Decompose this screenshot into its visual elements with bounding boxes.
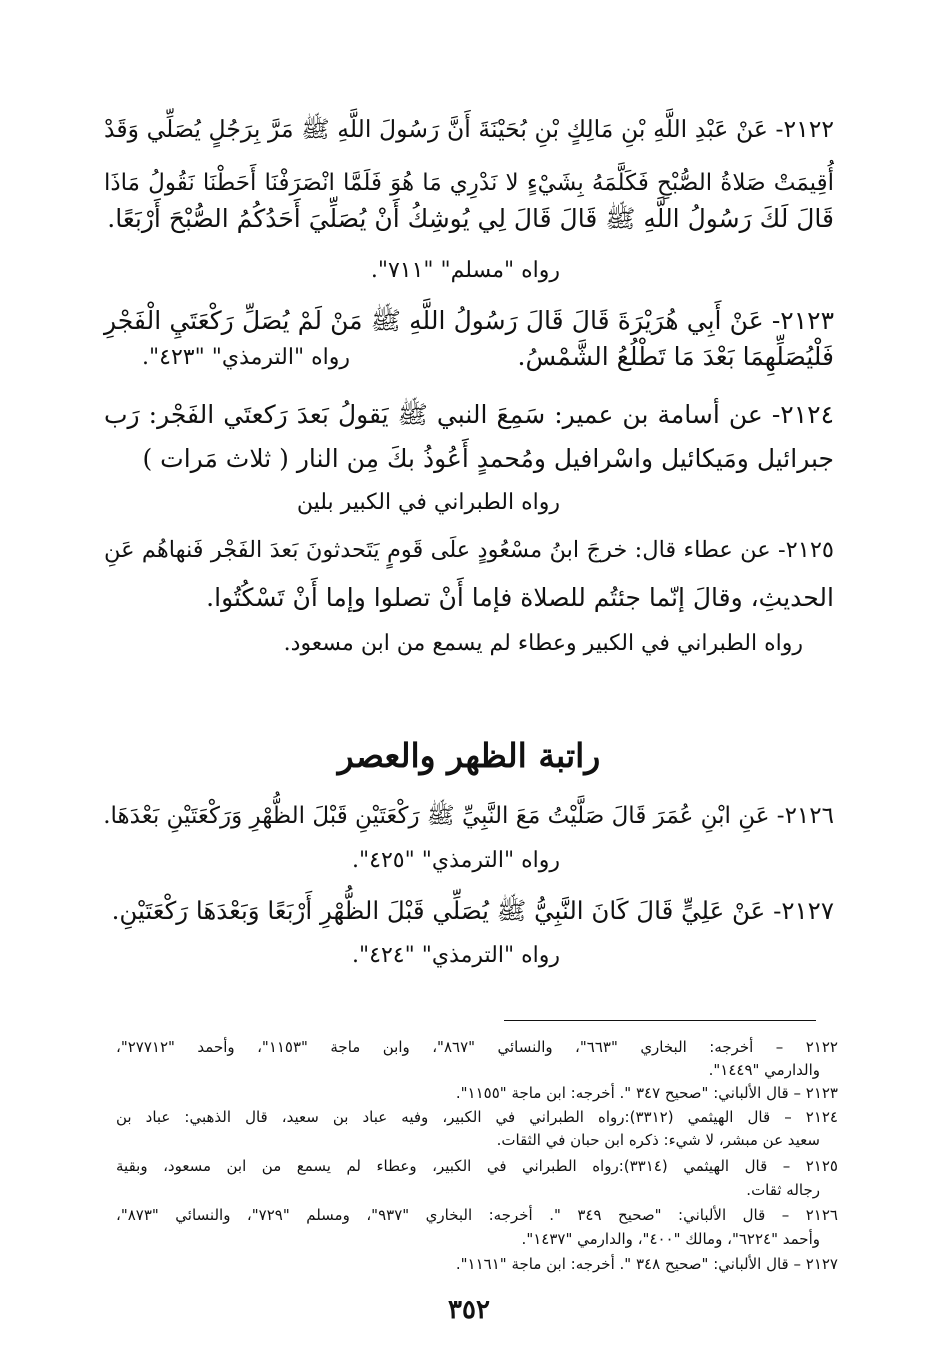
hadith-2126-line-1: ٢١٢٦- عَنِ ابْنِ عُمَرَ قَالَ صَلَّيْتُ مَعَ النَّبِيِّ ﷺ رَكْعَتَيْنِ قَبْلَ الظُّهْرِ وَرَكْعَتَيْنِ بَعْدَهَا. bbox=[103, 803, 834, 829]
footnote-separator bbox=[504, 1020, 816, 1021]
footnote-2123: ٢١٢٣ – قال الألباني: "صحيح ٣٤٧ ". أخرجه: ابن ماجة "١١٥٥". bbox=[455, 1084, 838, 1102]
hadith-2126-source: رواه "الترمذي" "٤٢٥". bbox=[352, 848, 560, 873]
hadith-2124-line-1: ٢١٢٤- عن أسامة بن عمير: سَمِعَ النبي ﷺ يَقولُ بَعدَ رَكعتَي الفَجْر: رَب bbox=[104, 400, 834, 429]
footnote-2127: ٢١٢٧ – قال الألباني: "صحيح ٣٤٨ ". أخرجه: ابن ماجة "١١٦١". bbox=[455, 1255, 838, 1273]
footnote-2125-line-1: ٢١٢٥ – قال الهيثمي (٣٣١٤):رواه الطبراني في الكبير، وعطاء لم يسمع من ابن مسعود، وبقية bbox=[116, 1157, 838, 1175]
footnote-2125-line-2: رجاله ثقات. bbox=[746, 1181, 820, 1199]
hadith-2122-line-2: أُقِيمَتْ صَلاةُ الصُّبْحِ فَكَلَّمَهُ بِشَيْءٍ لا نَدْرِي مَا هُوَ فَلَمَّا انْصَرَفْنَا أَحَطْنَا نَقُولُ مَاذَا bbox=[104, 170, 834, 196]
hadith-2122-source: رواه "مسلم" "٧١١". bbox=[370, 258, 560, 283]
hadith-2123-line-1: ٢١٢٣- عَنْ أَبِي هُرَيْرَةَ قَالَ قَالَ رَسُولُ اللَّهِ ﷺ مَنْ لَمْ يُصَلِّ رَكْعَتَيِ الْفَجْرِ bbox=[104, 306, 834, 335]
hadith-2122-line-3: قَالَ لَكَ رَسُولُ اللَّهِ ﷺ قَالَ قَالَ لِي يُوشِكُ أَنْ يُصَلِّيَ أَحَدُكُمُ الصُّبْحَ أَرْبَعًا. bbox=[107, 204, 834, 233]
hadith-2123-line-2: فَلْيُصَلِّهِمَا بَعْدَ مَا تَطْلُعُ الشَّمْسُ. bbox=[517, 342, 834, 371]
hadith-2125-line-1: ٢١٢٥- عن عطاء قال: خرجَ ابنُ مسْعُودٍ علَى قَومٍ يَتَحدثونَ بَعدَ الفَجْر فَنهاهُم عَنِ bbox=[104, 537, 834, 563]
page-number: ٣٥٢ bbox=[448, 1295, 490, 1325]
footnote-2124-line-1: ٢١٢٤ – قال الهيثمي (٣٣١٢):رواه الطبراني في الكبير، وفيه عباد بن سعيد، قال الذهبي: عباد بن bbox=[116, 1108, 838, 1126]
hadith-2123-source: رواه "الترمذي" "٤٢٣". bbox=[142, 345, 350, 370]
footnote-2126-line-2: وأحمد "٦٢٢٤"، ومالك "٤٠٠"، والدارمي "١٤٣٧". bbox=[521, 1230, 820, 1248]
footnote-2122-line-2: والدارمي "١٤٤٩". bbox=[708, 1061, 820, 1079]
section-heading: راتبة الظهر والعصر bbox=[337, 736, 601, 775]
hadith-2122-line-1: ٢١٢٢- عَنْ عَبْدِ اللَّهِ بْنِ مَالِكٍ بْنِ بُحَيْنَةَ أَنَّ رَسُولَ اللَّهِ ﷺ مَرَّ بِرَجُلٍ يُصَلِّي وَقَدْ bbox=[104, 115, 834, 143]
hadith-2127-line-1: ٢١٢٧- عَنْ عَلِيٍّ قَالَ كَانَ النَّبِيُّ ﷺ يُصَلِّي قَبْلَ الظُّهْرِ أَرْبَعًا وَبَعْدَهَا رَكْعَتَيْنِ. bbox=[111, 896, 834, 925]
hadith-2125-source: رواه الطبراني في الكبير وعطاء لم يسمع من ابن مسعود. bbox=[283, 631, 803, 656]
hadith-2127-source: رواه "الترمذي" "٤٢٤". bbox=[352, 943, 560, 968]
hadith-2124-source: رواه الطبراني في الكبير بلين bbox=[296, 490, 560, 515]
footnote-2126-line-1: ٢١٢٦ – قال الألباني: "صحيح ٣٤٩ ". أخرجه: البخاري "٩٣٧"، ومسلم "٧٢٩"، والنسائي "٨٧٣"، bbox=[116, 1206, 838, 1224]
hadith-2124-line-2: جبرائيل ومَيكائيل واسْرافيل ومُحمدٍ أَعُوذُ بكَ مِن النار ( ثلاث مَرات ) bbox=[142, 444, 834, 473]
hadith-2125-line-2: الحديثِ، وقالَ إنّما جئتُم للصلاة فإما أَنْ تصلوا وإما أَنْ تَسْكُتُوا. bbox=[206, 583, 834, 612]
footnote-2124-line-2: سعيد عن مبشر، لا شيء: ذكره ابن حبان في الثقات. bbox=[496, 1131, 820, 1149]
footnote-2122-line-1: ٢١٢٢ – أخرجه: البخاري "٦٦٣"، والنسائي "٨٦٧"، وابن ماجة "١١٥٣"، وأحمد "٢٧٧١٢"، bbox=[116, 1038, 838, 1056]
